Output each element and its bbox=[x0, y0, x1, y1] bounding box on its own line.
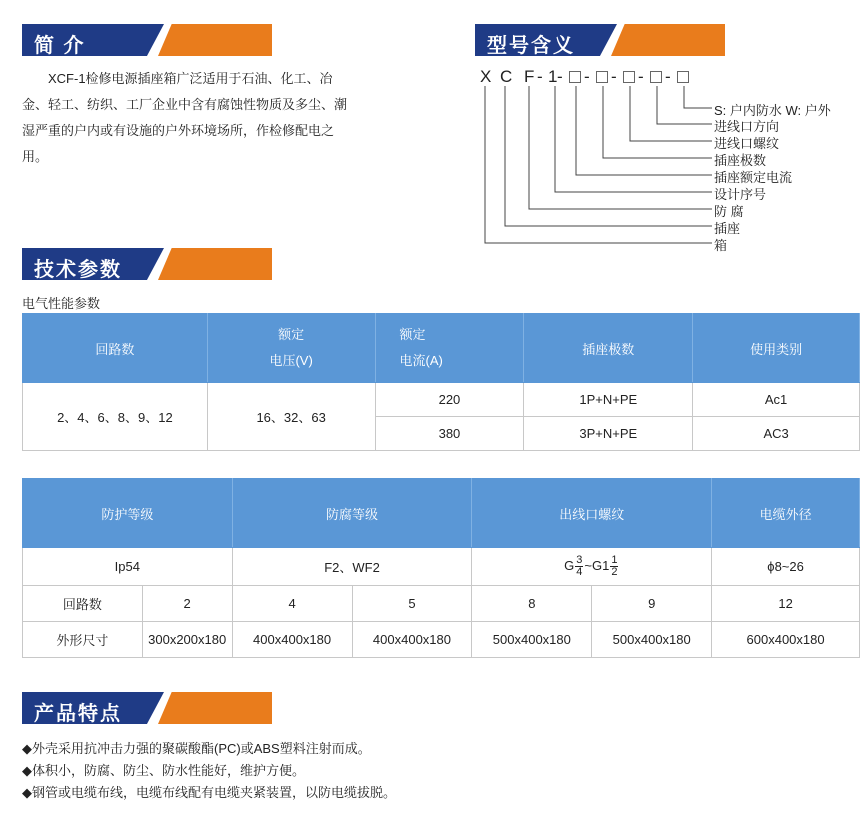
tech-title: 技术参数 bbox=[34, 259, 122, 281]
cell-category: AC3 bbox=[693, 417, 860, 451]
table-header-row bbox=[23, 314, 860, 383]
model-char: 1 bbox=[548, 67, 558, 86]
cell-dimension: 500x400x180 bbox=[472, 622, 592, 658]
list-item: ◆体积小，防腐、防尘、防水性能好，维护方便。 bbox=[22, 763, 305, 778]
cell-dimension: 400x400x180 bbox=[352, 622, 472, 658]
protection-table bbox=[22, 478, 860, 658]
row-label-dimensions: 外形尺寸 bbox=[23, 622, 143, 658]
table-header-row bbox=[23, 479, 860, 548]
model-char: - bbox=[638, 67, 644, 86]
header-rated-current: 额定 电流(A) bbox=[375, 314, 524, 383]
features-section-header bbox=[22, 692, 272, 724]
cell-dimension: 500x400x180 bbox=[592, 622, 712, 658]
model-char: X bbox=[480, 67, 492, 86]
model-char: - bbox=[584, 67, 590, 86]
table-row bbox=[23, 383, 860, 417]
cell-voltage: 220 bbox=[375, 383, 524, 417]
cell-circuits: 2、4、6、8、9、12 bbox=[23, 383, 208, 451]
cell-poles: 3P+N+PE bbox=[524, 417, 693, 451]
cell-currents: 16、32、63 bbox=[207, 383, 375, 451]
electrical-subtitle: 电气性能参数 bbox=[22, 296, 101, 311]
cell-anticorrosion: F2、WF2 bbox=[232, 548, 472, 586]
model-label-s-w: S: 户内防水 W: 户外 bbox=[714, 103, 831, 118]
model-label-socket: 插座 bbox=[714, 221, 741, 236]
list-item: ◆钢管或电缆布线，电缆布线配有电缆夹紧装置，以防电缆拔脱。 bbox=[22, 785, 396, 800]
header-protection-grade: 防护等级 bbox=[23, 479, 233, 548]
model-char: - bbox=[557, 67, 563, 86]
cell-circuit-count: 8 bbox=[472, 586, 592, 622]
cell-circuit-count: 4 bbox=[232, 586, 352, 622]
features-list bbox=[22, 738, 396, 804]
features-title: 产品特点 bbox=[34, 703, 122, 725]
header-rated-voltage: 额定 电压(V) bbox=[207, 314, 375, 383]
cell-cable: ϕ8~26 bbox=[712, 548, 860, 586]
header-anticorrosion-grade: 防腐等级 bbox=[232, 479, 472, 548]
header-category: 使用类别 bbox=[693, 314, 860, 383]
cell-thread: G $\frac{3}{4}$ ~G1 $\frac{1}{2}$ bbox=[472, 548, 712, 586]
row-label-circuits: 回路数 bbox=[23, 586, 143, 622]
cell-circuit-count: 5 bbox=[352, 586, 472, 622]
intro-line: 用。 bbox=[22, 149, 49, 164]
table-row bbox=[23, 586, 860, 622]
cell-poles: 1P+N+PE bbox=[524, 383, 693, 417]
intro-title: 简 介 bbox=[34, 35, 86, 57]
model-label-design-no: 设计序号 bbox=[714, 187, 767, 202]
cell-voltage: 380 bbox=[375, 417, 524, 451]
table-row bbox=[23, 548, 860, 586]
intro-line: 湿严重的户内或有设施的户外环境场所，作检修配电之 bbox=[22, 123, 335, 138]
cell-dimension: 600x400x180 bbox=[712, 622, 860, 658]
cell-category: Ac1 bbox=[693, 383, 860, 417]
header-cable-diameter: 电缆外径 bbox=[712, 479, 860, 548]
header-circuits: 回路数 bbox=[23, 314, 208, 383]
model-char: - bbox=[537, 67, 543, 86]
cell-dimension: 300x200x180 bbox=[142, 622, 232, 658]
table-row bbox=[23, 622, 860, 658]
model-char: - bbox=[611, 67, 617, 86]
cell-circuit-count: 12 bbox=[712, 586, 860, 622]
model-label-inlet-direction: 进线口方向 bbox=[714, 119, 780, 134]
model-char: C bbox=[500, 67, 513, 86]
cell-ip: Ip54 bbox=[23, 548, 233, 586]
model-label-poles: 插座极数 bbox=[714, 153, 767, 168]
model-label-rated-current: 插座额定电流 bbox=[714, 170, 793, 185]
model-label-inlet-thread: 进线口螺纹 bbox=[714, 136, 780, 151]
model-label-box: 箱 bbox=[714, 238, 728, 253]
intro-line: 金、轻工、纺织、工厂企业中含有腐蚀性物质及多尘、潮 bbox=[22, 97, 348, 112]
model-char: F bbox=[524, 67, 535, 86]
header-poles: 插座极数 bbox=[524, 314, 693, 383]
model-title: 型号含义 bbox=[487, 35, 575, 57]
electrical-table bbox=[22, 313, 860, 451]
model-label-anticorrosion: 防 腐 bbox=[714, 204, 744, 219]
cell-dimension: 400x400x180 bbox=[232, 622, 352, 658]
cell-circuit-count: 9 bbox=[592, 586, 712, 622]
header-outlet-thread: 出线口螺纹 bbox=[472, 479, 712, 548]
model-char: - bbox=[665, 67, 671, 86]
list-item: ◆外壳采用抗冲击力强的聚碳酸酯(PC)或ABS塑料注射而成。 bbox=[22, 741, 371, 756]
intro-line: XCF-1检修电源插座箱广泛适用于石油、化工、冶 bbox=[48, 71, 333, 86]
cell-circuit-count: 2 bbox=[142, 586, 232, 622]
